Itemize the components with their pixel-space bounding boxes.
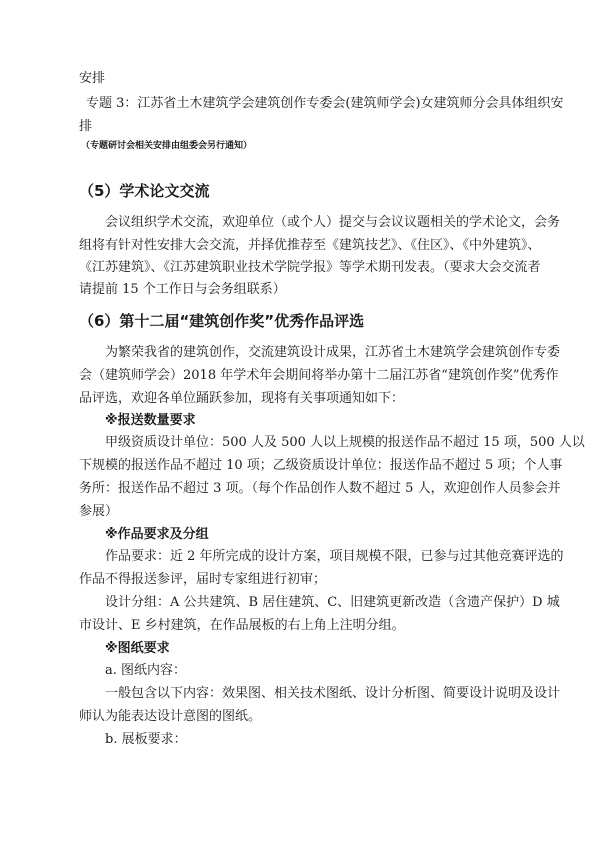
section5-para-line: 请提前 15 个工作日与会务组联系） [79,282,286,297]
work-requirements-heading: ※作品要求及分组 [105,527,209,542]
design-groups-line: 设计分组：A 公共建筑、B 居住建筑、C、旧建筑更新改造（含遗产保护）D 城 [105,595,560,610]
section5-para-line: 组将有针对性安排大会交流，并择优推荐至《建筑技艺》、《住区》、《中外建筑》、 [79,238,541,253]
section5-heading: （5）学术论文交流 [79,182,210,200]
board-requirements-label: b. 展板要求： [105,732,187,747]
design-groups-line: 市设计、E 乡村建筑，在作品展板的右上角上注明分组。 [79,618,405,633]
topic-line-1: 安排 [79,71,106,86]
section5-para-line: 会议组织学术交流，欢迎单位（或个人）提交与会议议题相关的学术论文，会务 [105,215,561,230]
section6-intro-line: 为繁荣我省的建筑创作，交流建筑设计成果，江苏省土木建筑学会建筑创作专委 [105,345,561,360]
section6-heading: （6）第十二届“建筑创作奖”优秀作品评选 [79,312,365,330]
quantity-para-line: 务所：报送作品不超过 3 项。（每个作品创作人数不超过 5 人，欢迎创作人员参会并 [79,481,561,496]
topic-line-2: 专题 3：江苏省土木建筑学会建筑创作专委会(建筑师学会)女建筑师分会具体组织安 [86,96,564,111]
work-requirements-line: 作品要求：近 2 年所完成的设计方案，项目规模不限，已参与过其他竞赛评选的 [105,549,564,564]
drawing-requirements-heading: ※图纸要求 [105,641,170,656]
section6-intro-line: 会（建筑师学会）2018 年学术年会期间将举办第十二届江苏省“建筑创作奖”优秀作 [79,368,559,383]
quantity-requirements-heading: ※报送数量要求 [105,413,196,428]
drawing-content-label: a. 图纸内容： [105,663,187,678]
section5-para-line: 《江苏建筑》、《江苏建筑职业技术学院学报》等学术期刊发表。（要求大会交流者 [79,260,541,275]
quantity-para-line: 下规模的报送作品不超过 10 项；乙级资质设计单位：报送作品不超过 5 项；个人事 [79,458,563,473]
quantity-para-line: 甲级资质设计单位：500 人及 500 人以上规模的报送作品不超过 15 项，500 人以 [105,435,585,450]
topic-line-3: 排 [79,119,93,134]
quantity-para-line: 参展） [79,504,119,519]
work-requirements-line: 作品不得报送参评，届时专家组进行初审； [79,572,327,587]
drawing-content-line: 师认为能表达设计意图的图纸。 [79,709,262,724]
section6-intro-line: 品评选，欢迎各单位踊跃参加，现将有关事项通知如下： [79,391,405,406]
drawing-content-line: 一般包含以下内容：效果图、相关技术图纸、设计分析图、简要设计说明及设计 [105,686,561,701]
topic-note: （专题研讨会相关安排由组委会另行通知） [81,141,253,151]
